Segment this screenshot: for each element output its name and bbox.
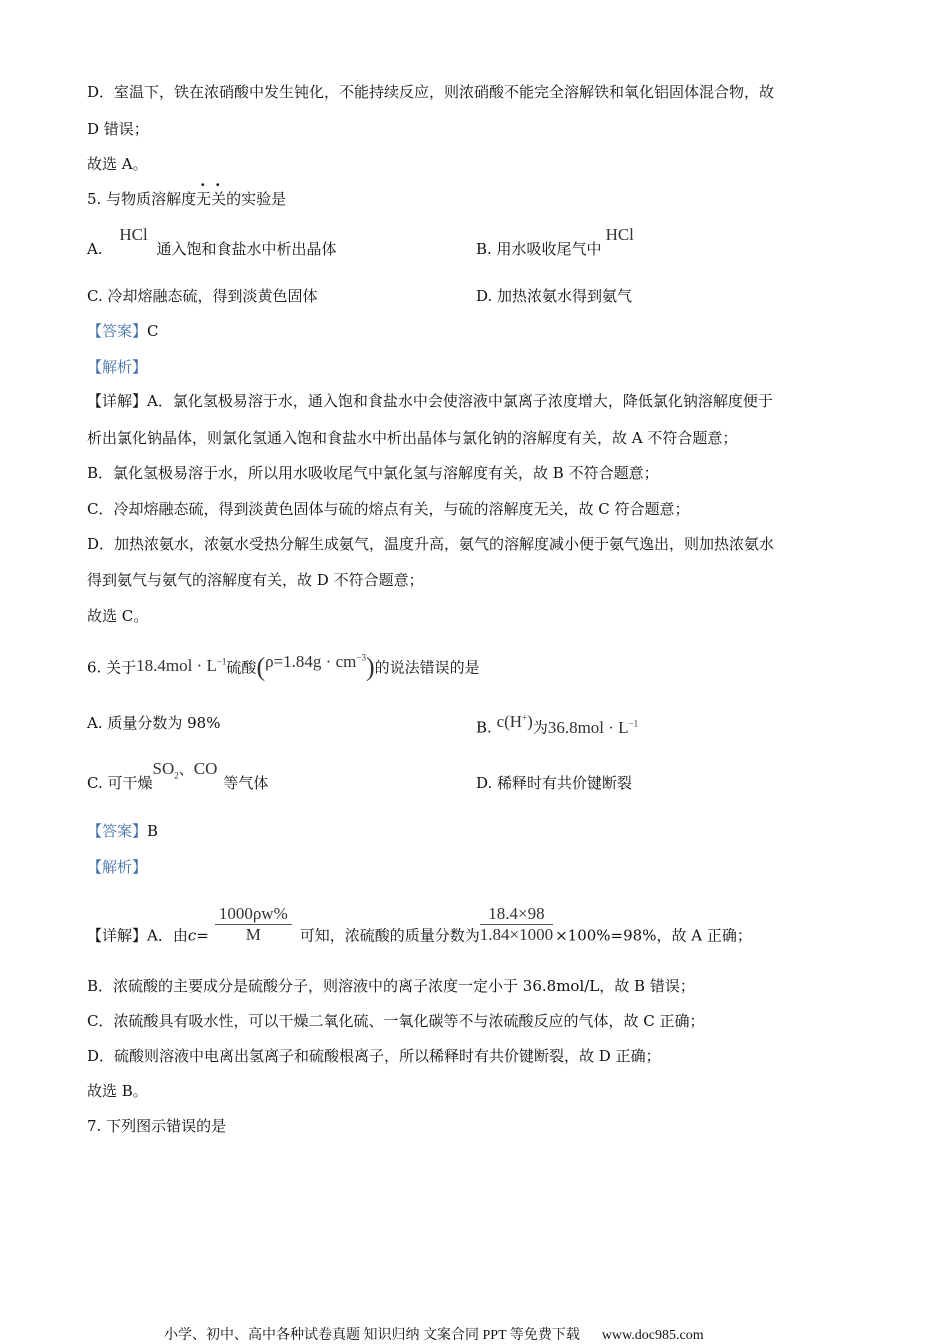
answer-value: C — [147, 322, 159, 340]
formula-text: SO — [152, 759, 175, 778]
exponent: −1 — [216, 656, 227, 666]
answer-tag: 【答案】 — [87, 322, 148, 340]
q4-choose: 故选 A。 — [87, 155, 148, 173]
q5-detail-line: B．氯化氢极易溶于水，所以用水吸收尾气中氯化氢与溶解度有关，故 B 不符合题意； — [87, 464, 659, 482]
q5-option-c: C. 冷却熔融态硫，得到淡黄色固体 — [87, 287, 318, 305]
variable-c: c — [187, 926, 197, 945]
answer-tag: 【答案】 — [87, 822, 148, 840]
value — [548, 718, 638, 737]
q5-stem-pre: 5. 与物质溶解度 — [87, 190, 197, 208]
q6-detail-line: D．硫酸则溶液中电离出氢离子和硫酸根离子，所以稀释时有共价键断裂，故 D 正确； — [87, 1047, 661, 1065]
formula-so2 — [152, 759, 179, 781]
footer — [164, 1324, 704, 1344]
option-text: 等气体 — [223, 774, 269, 792]
q5-emphasis-2: 关 — [211, 190, 227, 208]
q6-analysis-tag: 【解析】 — [87, 858, 148, 876]
q5-detail-line: C．冷却熔融态硫，得到淡黄色固体与硫的熔点有关，与硫的溶解度无关，故 C 符合题意； — [87, 500, 690, 518]
q5-detail-line: 析出氯化钠晶体，则氯化氢通入饱和食盐水中析出晶体与氯化钠的溶解度有关，故 A 不符合题意； — [87, 429, 738, 447]
value-text: 36.8mol · L — [547, 717, 629, 737]
q7-stem: 7. 下列图示错误的是 — [87, 1117, 227, 1135]
equals: = — [196, 926, 209, 945]
option-text: 为 — [532, 718, 548, 737]
formula-hcl: HCl — [605, 225, 634, 244]
option-label: A. — [87, 240, 103, 258]
q4-d-line2: D 错误； — [87, 120, 149, 138]
density-value: ρ=1.84g · cm — [265, 651, 357, 671]
q5-option-b — [476, 225, 634, 259]
detail-text: ×100%=98%，故 A 正确； — [555, 926, 752, 945]
footer-text: 小学、初中、高中各种试卷真题 知识归纳 文案合同 PPT 等免费下载 — [164, 1328, 580, 1343]
separator: 、 — [178, 760, 194, 778]
exponent: −1 — [628, 718, 639, 728]
q6-detail-line: 故选 B。 — [87, 1082, 148, 1100]
q4-d-line1: D．室温下，铁在浓硝酸中发生钝化，不能持续反应，则浓硝酸不能完全溶解铁和氧化铝固体混合物，故 — [87, 83, 775, 101]
q5-stem-post: 的实验是 — [226, 190, 287, 208]
q5-detail-line: 得到氨气与氨气的溶解度有关，故 D 不符合题意； — [87, 571, 424, 589]
q6-stem-post: 的说法错误的是 — [374, 658, 480, 677]
q5-detail-line: D．加热浓氨水，浓氨水受热分解生成氨气，温度升高，氨气的溶解度减小便于氨气逸出，则加热浓氨水 — [87, 535, 775, 553]
q6-stem-mid: 硫酸 — [226, 658, 257, 677]
numerator: 1000ρw% — [215, 904, 292, 925]
denominator: M — [245, 925, 261, 944]
paren-open: ( — [256, 652, 266, 682]
q5-stem — [87, 189, 286, 209]
paren-close: ) — [365, 652, 375, 682]
formula-c-h — [497, 712, 533, 731]
fraction-formula — [215, 904, 292, 945]
density — [265, 652, 366, 671]
numerator: 18.4×98 — [480, 904, 553, 925]
q5-emphasis-1: 无 — [196, 190, 212, 208]
q6-option-a: A. 质量分数为 98% — [87, 714, 221, 732]
option-label: B. — [476, 718, 492, 737]
fraction-calc — [480, 904, 553, 945]
q5-detail-line: 故选 C。 — [87, 607, 149, 625]
answer-value: B — [147, 822, 159, 840]
q6-stem-pre: 6. 关于 — [87, 658, 137, 677]
q5-option-a — [87, 225, 337, 259]
q6-option-b — [476, 713, 638, 738]
q5-analysis-tag: 【解析】 — [87, 358, 148, 376]
option-text: 通入饱和食盐水中析出晶体 — [156, 240, 337, 258]
q5-option-d: D. 加热浓氨水得到氨气 — [476, 287, 633, 305]
q6-option-d: D. 稀释时有共价键断裂 — [476, 774, 633, 792]
option-text: C. 可干燥 — [87, 774, 153, 792]
q5-detail-line: 【详解】A．氯化氢极易溶于水，通入饱和食盐水中会使溶液中氯离子浓度增大，降低氯化钠溶解度便于 — [87, 392, 773, 410]
formula-co: CO — [193, 759, 218, 778]
q6-detail-line: B．浓硫酸的主要成分是硫酸分子，则溶液中的离子浓度一定小于 36.8mol/L，故 B 错误； — [87, 977, 695, 995]
q6-detail-line: C．浓硫酸具有吸水性，可以干燥二氧化硫、一氧化碳等不与浓硫酸反应的气体，故 C 正确； — [87, 1012, 705, 1030]
q6-answer — [87, 821, 158, 841]
formula-text: c(H — [496, 711, 523, 731]
denominator: 1.84×1000 — [479, 925, 554, 944]
subscript: 2 — [174, 770, 179, 781]
formula-hcl: HCl — [119, 225, 148, 244]
exponent: −3 — [356, 652, 366, 662]
option-text: B. 用水吸收尾气中 — [476, 240, 602, 258]
exponent: + — [522, 712, 528, 722]
footer-url[interactable]: www.doc985.com — [601, 1328, 704, 1343]
q6-stem — [87, 651, 480, 682]
q6-option-c — [87, 759, 269, 799]
concentration — [136, 656, 226, 675]
concentration-value: 18.4mol · L — [136, 655, 217, 675]
detail-text: 可知，浓硫酸的质量分数为 — [299, 926, 480, 945]
q5-answer — [87, 321, 159, 341]
detail-text: 【详解】A．由 — [87, 926, 188, 945]
paren-close: ) — [527, 711, 533, 731]
